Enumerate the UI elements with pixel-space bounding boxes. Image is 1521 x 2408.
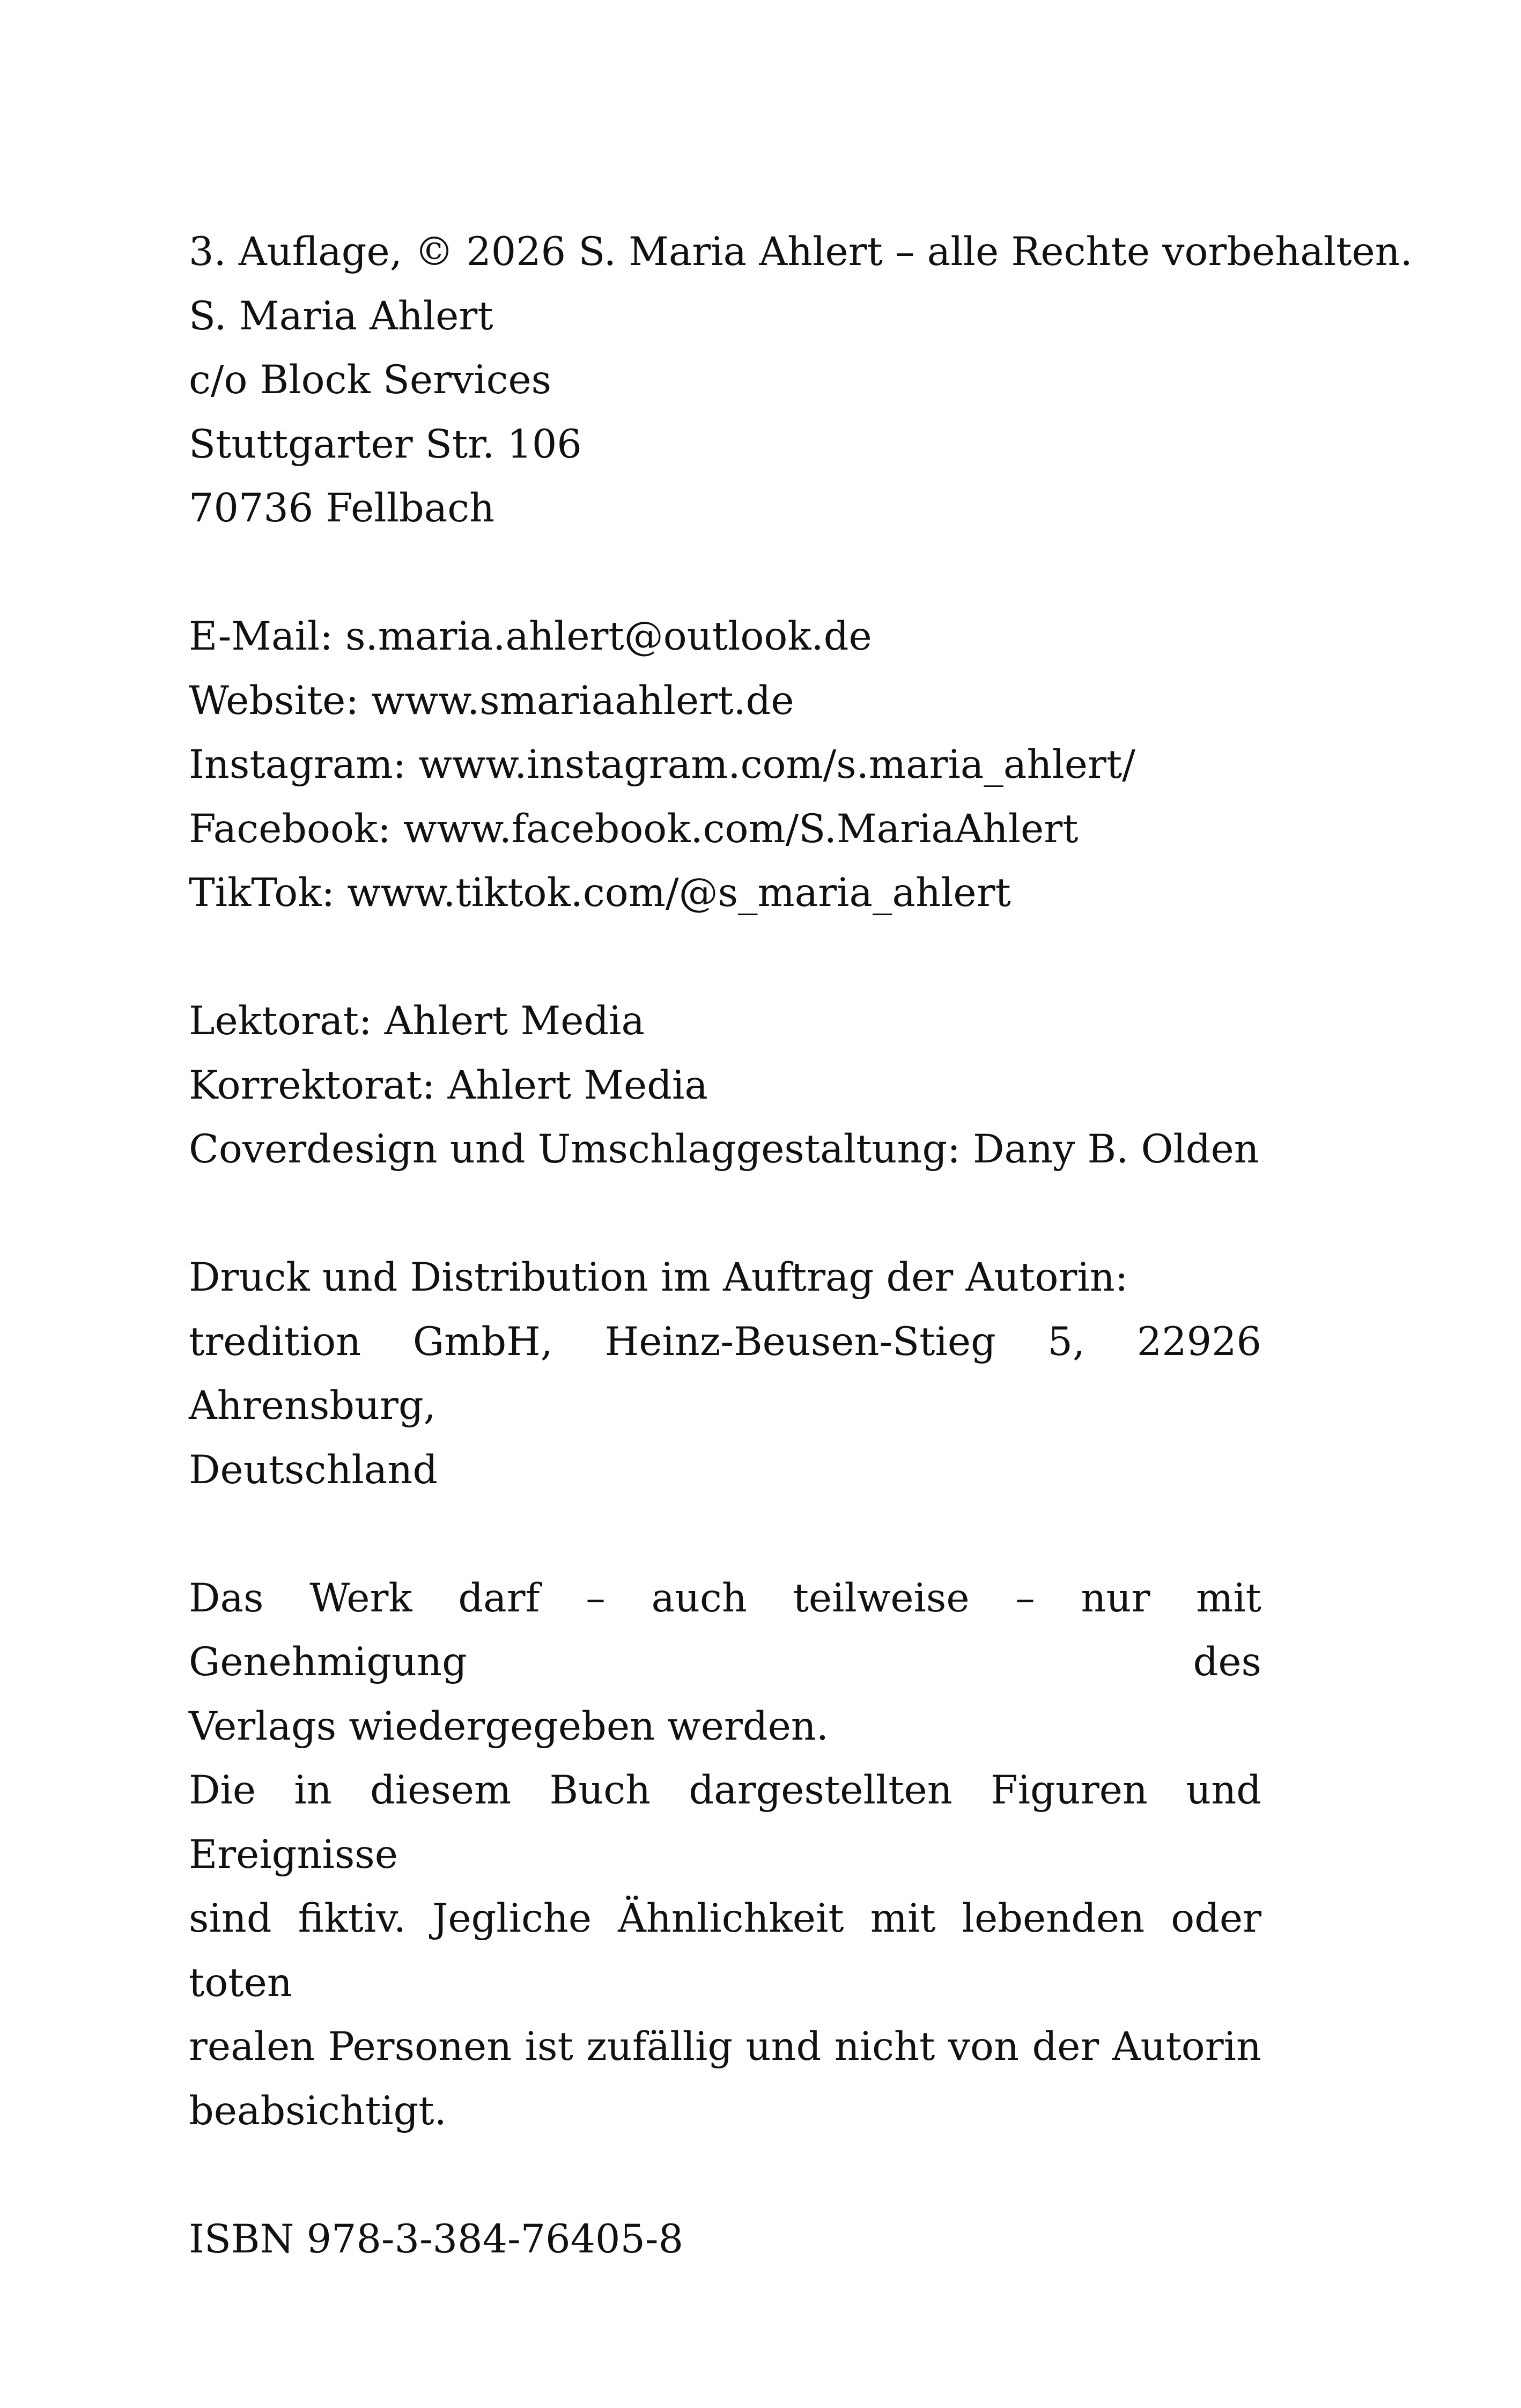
credit-coverdesign: Coverdesign und Umschlaggestaltung: Dany B. Olden: [189, 1126, 1259, 1172]
contact-tiktok: TikTok: www.tiktok.com/@s_maria_ahlert: [189, 870, 1011, 916]
credit-lektorat: Lektorat: Ahlert Media: [189, 998, 645, 1044]
credits-block: [189, 989, 1261, 1182]
address-care-of: c/o Block Services: [189, 357, 552, 403]
print-line-1: Druck und Distribution im Auftrag der Autorin:: [189, 1255, 1128, 1300]
contact-block: [189, 605, 1261, 925]
contact-facebook: Facebook: www.facebook.com/S.MariaAhlert: [189, 806, 1079, 852]
legal-block: [189, 1566, 1261, 2144]
spacer: [189, 541, 1261, 605]
copyright-block: [189, 220, 1413, 541]
print-line-2: tredition GmbH, Heinz-Beusen-Stieg 5, 22926 Ahrensburg,: [189, 1319, 1261, 1428]
copyright-line: 3. Auflage, © 2026 S. Maria Ahlert – alle Rechte vorbehalten.: [189, 229, 1413, 275]
rights-line-1: Das Werk darf – auch teilweise – nur mit Genehmigung des: [189, 1575, 1261, 1685]
rights-line-2: Verlags wiedergegeben werden.: [189, 1703, 829, 1749]
spacer: [189, 2143, 1261, 2207]
spacer: [189, 1182, 1261, 1246]
print-line-3: Deutschland: [189, 1447, 438, 1493]
fiction-line-1: Die in diesem Buch dargestellten Figuren und Ereignisse: [189, 1768, 1261, 1877]
contact-email: E-Mail: s.maria.ahlert@outlook.de: [189, 614, 872, 659]
fiction-line-2: sind fiktiv. Jegliche Ähnlichkeit mit lebenden oder toten: [189, 1896, 1261, 2006]
imprint-page: [189, 220, 1413, 2271]
address-city: 70736 Fellbach: [189, 485, 495, 531]
isbn-block: [189, 2207, 1261, 2272]
fiction-line-4: beabsichtigt.: [189, 2088, 447, 2134]
contact-instagram: Instagram: www.instagram.com/s.maria_ahlert/: [189, 742, 1135, 787]
author-name: S. Maria Ahlert: [189, 293, 493, 339]
fiction-line-3: realen Personen ist zufällig und nicht von der Autorin: [189, 2024, 1261, 2070]
contact-website: Website: www.smariaahlert.de: [189, 678, 794, 724]
print-block: [189, 1246, 1261, 1502]
isbn: ISBN 978-3-384-76405-8: [189, 2216, 684, 2262]
spacer: [189, 1502, 1261, 1566]
credit-korrektorat: Korrektorat: Ahlert Media: [189, 1062, 708, 1108]
spacer: [189, 925, 1261, 990]
address-street: Stuttgarter Str. 106: [189, 421, 582, 467]
